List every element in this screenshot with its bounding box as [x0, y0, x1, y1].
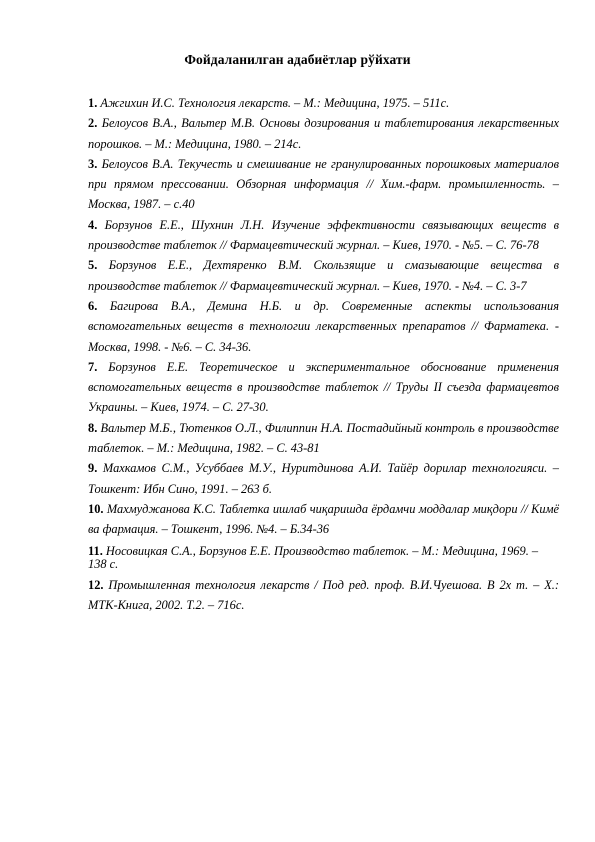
reference-text: Носовицкая С.А., Борзунов Е.Е. Производство таблеток. – М.: Медицина, 1969. – 138 с.: [88, 543, 539, 571]
reference-number: 5.: [88, 258, 98, 273]
reference-number: 12.: [88, 577, 104, 592]
reference-item: [88, 113, 559, 154]
reference-number: 4.: [88, 217, 98, 232]
reference-text: Промышленная технология лекарств / Под ред. проф. В.И.Чуешова. В 2х т. – Х.: МТК-Книга, 2002. Т.2. – 716с.: [88, 577, 559, 612]
reference-item: [88, 357, 559, 418]
reference-text: Борзунов Е.Е., Дехтяренко В.М. Скользящие и смазывающие вещества в производстве таблеток // Фармацевтический журнал. – Киев, 1970. - №4. – С. 3-7: [88, 258, 560, 293]
reference-text: Махкамов С.М., Усуббаев М.У., Нуритдинова А.И. Тайёр дорилар технологияси. – Тошкент: Ибн Сино, 1991. – 263 б.: [88, 461, 559, 496]
reference-item: [88, 545, 559, 571]
reference-number: 9.: [88, 461, 98, 476]
reference-text: Вальтер М.Б., Тютенков О.Л., Филиппин Н.А. Постадийный контроль в производстве таблеток. – М.: Медицина, 1982. – С. 43-81: [88, 420, 559, 456]
reference-item: [88, 458, 559, 499]
reference-item: [88, 575, 559, 616]
reference-number: 2.: [88, 116, 98, 131]
reference-item: [88, 418, 559, 459]
reference-text: Борзунов Е.Е., Шухнин Л.Н. Изучение эффективности связывающих веществ в производстве таблеток // Фармацевтический журнал. – Киев, 1970. - №5. – С. 76-78: [88, 217, 559, 253]
reference-number: 11.: [88, 543, 103, 558]
reference-number: 6.: [88, 298, 98, 313]
reference-number: 8.: [88, 420, 98, 435]
reference-text: Белоусов В.А., Вальтер М.В. Основы дозирования и таблетирования лекарственных порошков. – М.: Медицина, 1980. – 214с.: [88, 116, 559, 151]
reference-text: Белоусов В.А. Текучесть и смешивание не гранулированных порошковых материалов при прямом прессовании. Обзорная информация // Хим.-фарм. промышленность. – Москва, 1987. – с.40: [88, 156, 559, 212]
reference-item: [88, 296, 559, 357]
reference-item: [88, 93, 559, 113]
reference-item: [88, 499, 559, 540]
reference-item: [88, 255, 559, 296]
reference-item: [88, 154, 559, 215]
reference-list: [88, 93, 559, 615]
reference-text: Ажгихин И.С. Технология лекарств. – М.: Медицина, 1975. – 511с.: [100, 96, 450, 110]
reference-number: 10.: [88, 501, 104, 516]
reference-number: 1.: [88, 96, 98, 110]
reference-number: 3.: [88, 156, 98, 171]
reference-number: 7.: [88, 359, 98, 374]
reference-text: Махмуджанова К.С. Таблетка ишлаб чиқаришда ёрдамчи моддалар миқдори // Кимё ва фармация. – Тошкент, 1996. №4. – Б.34-36: [88, 501, 559, 537]
reference-text: Багирова В.А., Демина Н.Б. и др. Современные аспекты использования вспомогательных веществ в технологии лекарственных препаратов // Фарматека. - Москва, 1998. - №6. – С. 34-36.: [88, 298, 559, 354]
page-title: Фойдаланилган адабиётлар рўйхати: [184, 52, 411, 67]
reference-item: [88, 215, 559, 256]
reference-text: Борзунов Е.Е. Теоретическое и экспериментальное обоснование применения вспомогательных веществ в производстве таблеток // Труды II съезда фармацевтов Украины. – Киев, 1974. – С. 27-30.: [88, 359, 559, 415]
